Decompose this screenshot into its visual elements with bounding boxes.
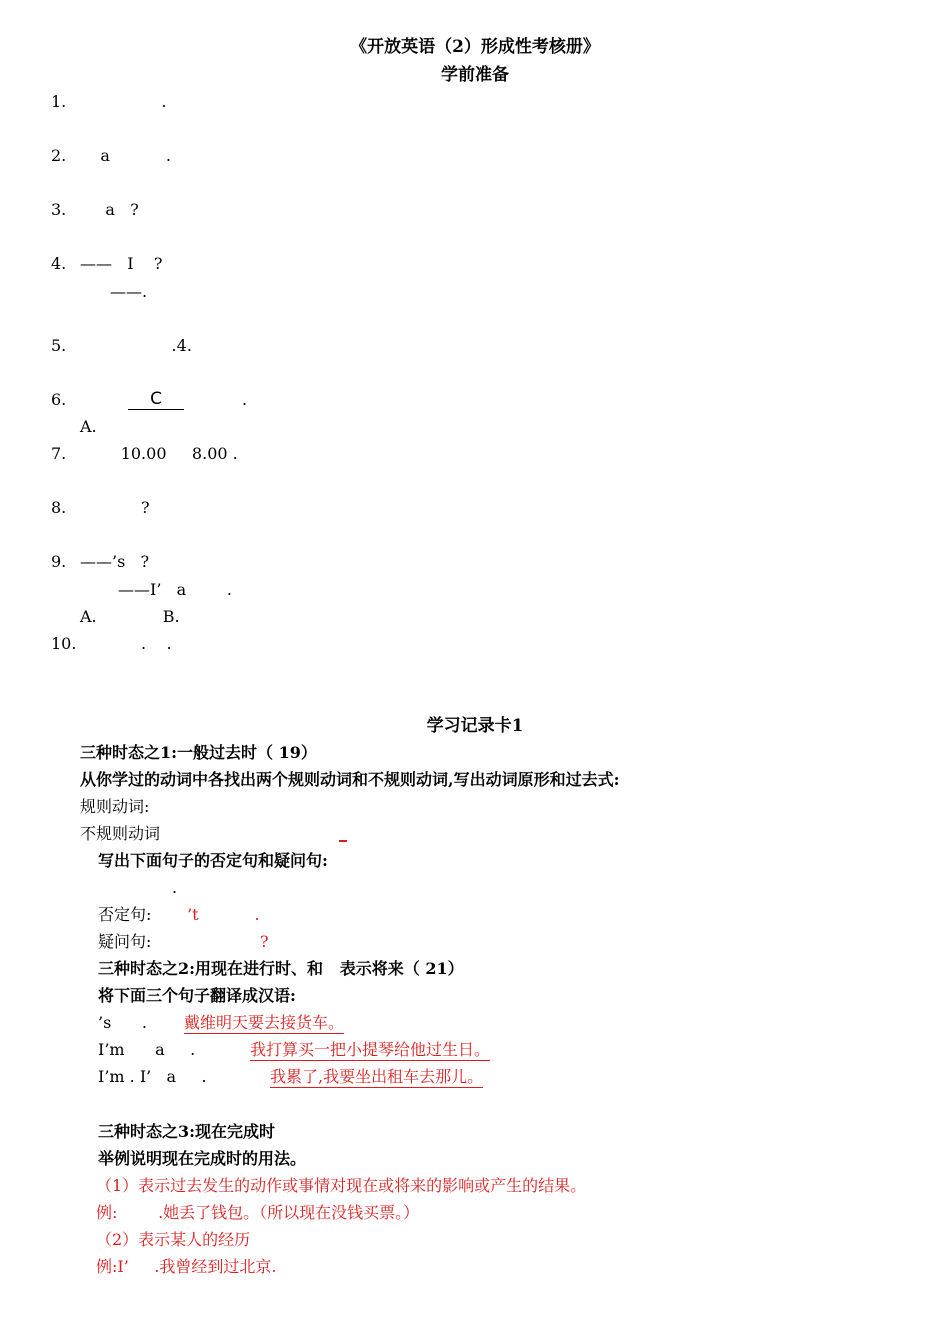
translation-source: ’s . (98, 1013, 147, 1032)
regular-verbs-label: 规则动词: (80, 797, 150, 816)
translation-answer: 我累了,我要坐出租车去那儿。 (270, 1067, 484, 1086)
question-label: 疑问句: (98, 932, 152, 951)
list-item-number: 6. (51, 390, 67, 409)
list-item-number: 5. (51, 336, 67, 355)
section-title: 学前准备 (441, 65, 509, 85)
list-item-text: ——’s ? (80, 552, 150, 571)
translation-answer: 戴维明天要去接货车。 (184, 1013, 345, 1032)
usage-note: （1）表示过去发生的动作或事情对现在或将来的影响或产生的结果。 (96, 1176, 587, 1195)
list-item-text: . (80, 92, 167, 111)
list-item-number: 8. (51, 498, 67, 517)
tense-heading: 三种时态之3:现在完成时 (98, 1122, 276, 1141)
list-item-text: ——. (110, 282, 148, 301)
card-title: 学习记录卡1 (426, 716, 524, 736)
answer-blank: C (128, 389, 184, 410)
list-item-text: 10.00 8.00 . (80, 444, 238, 463)
list-item-text: .4. (80, 336, 192, 355)
instruction: 举例说明现在完成时的用法。 (98, 1149, 307, 1168)
negative-answer: ’t . (182, 905, 260, 924)
negative-label: 否定句: (98, 905, 152, 924)
translation-answer: 我打算买一把小提琴给他过生日。 (250, 1040, 491, 1059)
list-item-number: 7. (51, 444, 67, 463)
irregular-verbs-label: 不规则动词 (80, 824, 161, 843)
list-item-text: a . (80, 146, 171, 165)
translation-source: I’m . I’ a . (98, 1067, 207, 1086)
sentence: . (172, 878, 178, 897)
list-item-text: . (242, 390, 248, 409)
tense-heading: 三种时态之2:用现在进行时、和 表示将来（ 21） (98, 959, 464, 978)
book-title: 《开放英语（2）形成性考核册》 (350, 37, 600, 57)
list-item-number: 2. (51, 146, 67, 165)
translation-source: I’m a . (98, 1040, 196, 1059)
list-item-number: 1. (51, 92, 67, 111)
usage-note: （2）表示某人的经历 (96, 1230, 251, 1249)
list-item-text: ——I’ a . (118, 580, 232, 599)
list-item-text: ? (80, 498, 150, 517)
instruction: 写出下面句子的否定句和疑问句: (98, 851, 328, 870)
list-item-text: a ? (80, 200, 139, 219)
list-item-number: 10. (51, 634, 77, 653)
list-item-text: . . (80, 634, 172, 653)
instruction: 将下面三个句子翻译成汉语: (98, 986, 296, 1005)
usage-example: 例:I’ .我曾经到过北京. (96, 1257, 277, 1276)
list-item-number: 9. (51, 552, 67, 571)
question-answer: ? (260, 932, 269, 951)
list-item-number: 3. (51, 200, 67, 219)
red-underline-mark (339, 840, 347, 842)
option-label: A. (80, 417, 97, 436)
option-labels: A. B. (80, 607, 180, 626)
list-item-text: —— I ? (80, 254, 163, 273)
instruction: 从你学过的动词中各找出两个规则动词和不规则动词,写出动词原形和过去式: (80, 770, 620, 789)
usage-example: 例: .她丢了钱包。（所以现在没钱买票。） (96, 1203, 420, 1222)
list-item-number: 4. (51, 254, 67, 273)
tense-heading: 三种时态之1:一般过去时（ 19） (80, 743, 317, 762)
